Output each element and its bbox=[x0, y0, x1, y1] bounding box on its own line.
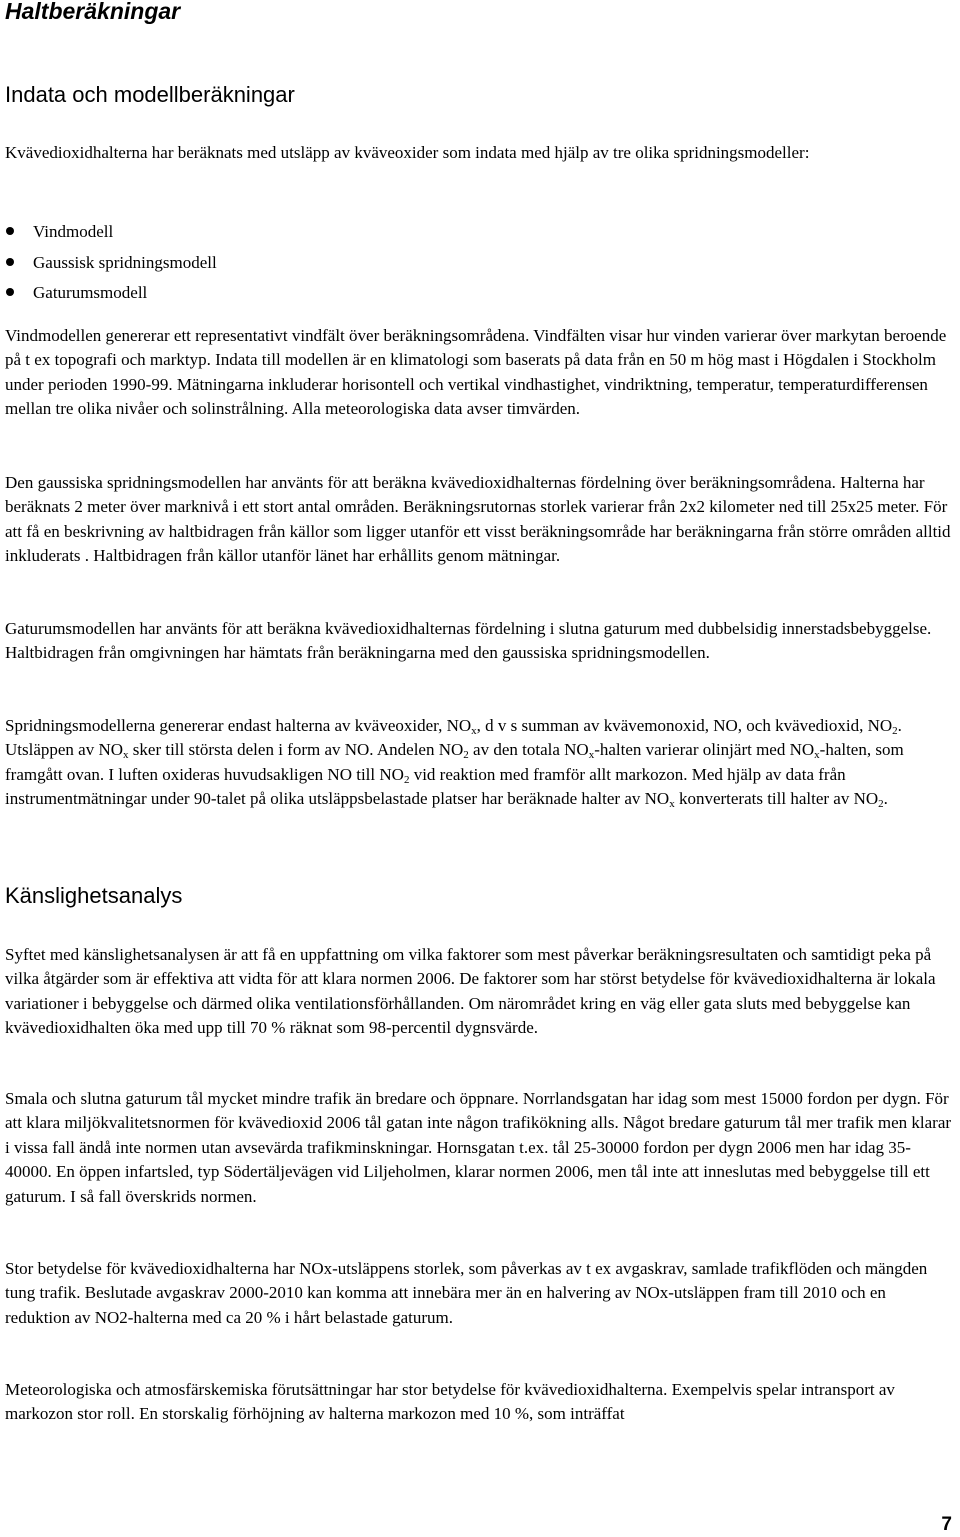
paragraph-meteorologi: Meteorologiska och atmosfärskemiska förutsättningar har stor betydelse för kvävedioxidhalterna. Exempelvis spelar intransport av markozon stor roll. En storskalig förhöjning av halterna markozon med 10 %, som inträffat bbox=[5, 1380, 895, 1424]
paragraph-nox-utslapp: Stor betydelse för kvävedioxidhalterna har NOx-utsläppens storlek, som påverkas av t ex avgaskrav, samlade trafikflöden och mängden tung trafik. Beslutade avgaskrav 2000-2010 kan komma att innebära mer än en halvering av NOx-utsläppen fram till 2010 och en reduktion av NO2-halterna med ca 20 % i hårt belastade gaturum. bbox=[5, 1259, 928, 1327]
paragraph-gaturum: Gaturumsmodellen har använts för att beräkna kvävedioxidhalternas fördelning i slutna gaturum med dubbelsidig innerstadsbebyggelse. Haltbidragen från omgivningen har hämtats från beräkningarna med den gaussiska spridningsmodellen. bbox=[5, 619, 932, 663]
page-number: 7 bbox=[941, 1514, 952, 1535]
model-list bbox=[5, 217, 217, 309]
list-item: Vindmodell bbox=[5, 217, 217, 248]
list-item: Gaussisk spridningsmodell bbox=[5, 248, 217, 279]
paragraph-gaturum-trafik: Smala och slutna gaturum tål mycket mindre trafik än bredare och öppnare. Norrlandsgatan har idag som mest 15000 fordon per dygn. För att klara miljökvalitetsnormen för kvävedioxid 2006 tål gatan inte någon trafikökning alls. Något bredare gaturum tål mer trafik men klarar i vissa fall ändå inte normen utan avsevärda trafikminskningar. Hornsgatan t.ex. tål 25-30000 fordon per dygn 2006 men har idag 35-40000. En öppen infartsled, typ Södertäljevägen vid Liljeholmen, klarar normen 2006, men tål inte att inneslutas med bebyggelse till ett gaturum. I så fall överskrids normen. bbox=[5, 1089, 952, 1206]
paragraph-syfte: Syftet med känslighetsanalysen är att få en uppfattning om vilka faktorer som mest påverkar beräkningsresultaten och samtidigt peka på vilka åtgärder som är effektiva att vidta för att klara normen 2006. De faktorer som har störst betydelse för kvävedioxidhalterna är lokala variationer i bebyggelse och därmed olika ventilationsförhållanden. Om närområdet kring en väg eller gata sluts med bebyggelse kan kvävedioxidhalten öka med upp till 70 % räknat som 98-percentil dygnsvärde. bbox=[5, 945, 936, 1038]
paragraph-vindmodell: Vindmodellen genererar ett representativt vindfält över beräkningsområdena. Vindfälten visar hur vinden varierar över markytan beroende på t ex topografi och marktyp. Indata till modellen är en klimatologi som baserats på data från en 50 m hög mast i Högdalen i Stockholm under perioden 1990-99. Mätningarna inkluderar horisontell och vertikal vindhastighet, vindriktning, temperatur, temperaturdifferensen mellan tre olika nivåer och solinstrålning. Alla meteorologiska data avser timvärden. bbox=[5, 326, 947, 419]
paragraph-gaussisk: Den gaussiska spridningsmodellen har använts för att beräkna kvävedioxidhalternas fördelning över beräkningsområdena. Halterna har beräknats 2 meter över marknivå i ett stort antal områden. Beräkningsrutornas storlek varierar från 2x2 kilometer ned till 25x25 meter. För att få en beskrivning av haltbidragen från källor som ligger utanför ett visst beräkningsområde har beräkningarna från större områden alltid inkluderats . Haltbidragen från källor utanför länet har erhållits genom mätningar. bbox=[5, 473, 951, 566]
section-title-indata: Indata och modellberäkningar bbox=[5, 82, 295, 107]
paragraph-nox: Spridningsmodellerna genererar endast halterna av kväveoxider, $NO_x$, d v s summan av kvävemonoxid, NO, och kvävedioxid, $NO_2$. Utsläppen av $NO_x$ sker till största delen i form av NO. Andelen $NO_2$ av den totala $NO_x$-halten varierar olinjärt med $NO_x$-halten, som framgått ovan. I luften oxideras huvudsakligen NO till $NO_2$ vid reaktion med framför allt markozon. Med hjälp av data från instrumentmätningar under 90-talet på olika utsläppsbelastade platser har beräknade halter av $NO_x$ konverterats till halter av $NO_2$. bbox=[5, 716, 904, 811]
intro-paragraph: Kvävedioxidhalterna har beräknats med utsläpp av kväveoxider som indata med hjälp av tre olika spridningsmodeller: bbox=[5, 143, 810, 162]
list-item: Gaturumsmodell bbox=[5, 278, 217, 309]
section-title-kanslighet: Känslighetsanalys bbox=[5, 883, 183, 908]
page-heading: Haltberäkningar bbox=[5, 0, 181, 24]
